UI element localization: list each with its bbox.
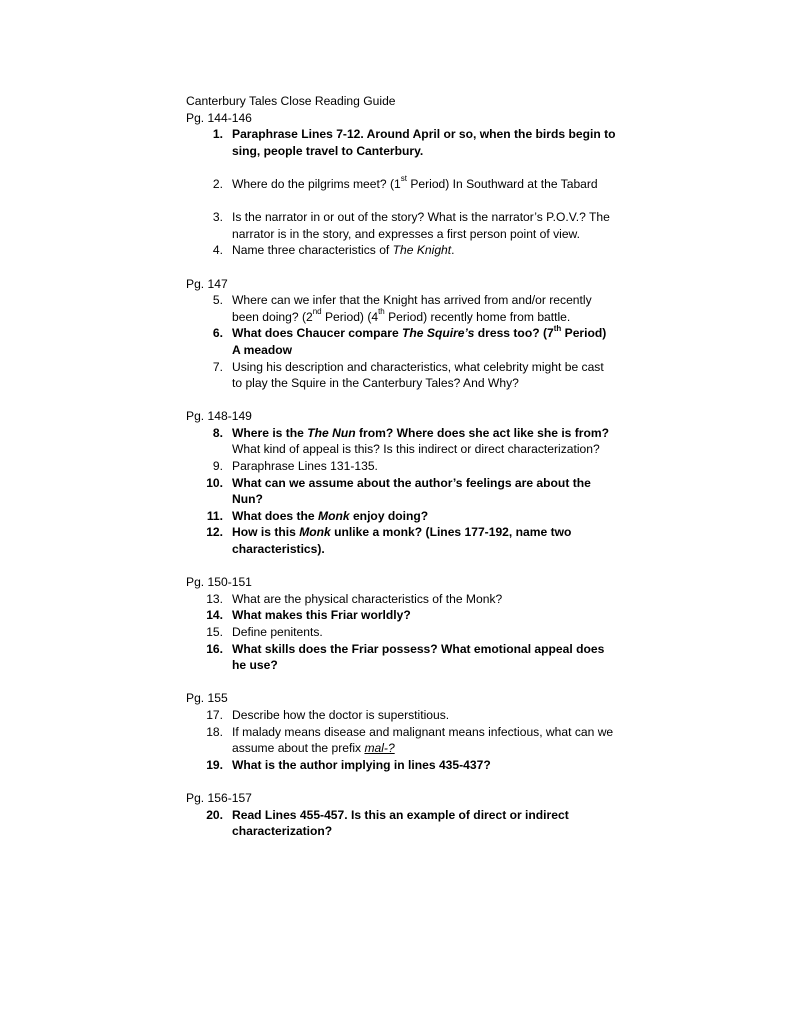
- question-5: [186, 292, 616, 325]
- question-part: Period) A meadow: [232, 326, 607, 357]
- question-number: 9.: [212, 459, 223, 474]
- section-pg-155: [186, 690, 616, 773]
- section-pg-147: [186, 276, 616, 392]
- ordinal-suffix: nd: [312, 307, 322, 317]
- question-14: [186, 607, 616, 624]
- question-text: [232, 524, 616, 557]
- question-text: Using his description and characteristics, what celebrity might be cast to play the Squire in the Canterbury Tales? And Why?: [232, 359, 604, 391]
- question-part: If malady means disease and malignant means infectious, what can we assume about the prefix: [232, 724, 614, 756]
- question-part: Where do the pilgrims meet? (1: [232, 176, 401, 191]
- question-text: [232, 242, 616, 259]
- question-text: [232, 724, 616, 757]
- question-part: Period) In Southward at the Tabard: [406, 176, 598, 191]
- question-17: [186, 707, 616, 724]
- question-11: [186, 508, 616, 525]
- spacer: [186, 259, 616, 276]
- question-10: [186, 475, 616, 508]
- question-number: 2.: [212, 176, 223, 191]
- question-number: 14.: [206, 608, 223, 623]
- spacer: [186, 558, 616, 575]
- italic-title: The Knight: [392, 243, 452, 258]
- question-number: 5.: [212, 293, 223, 308]
- ordinal-suffix: th: [553, 323, 562, 333]
- question-text: [232, 325, 616, 358]
- reading-guide: [186, 93, 616, 840]
- question-2: [186, 176, 616, 193]
- italic-title: The Squire’s: [402, 326, 475, 341]
- question-text: [232, 176, 616, 193]
- question-part: Where is the: [232, 425, 308, 440]
- italic-title: Monk: [318, 508, 350, 523]
- section-page-label: Pg. 147: [186, 276, 228, 291]
- question-number: 10.: [206, 475, 223, 490]
- question-text: Paraphrase Lines 7-12. Around April or so, when the birds begin to sing, people travel to Canterbury.: [232, 127, 616, 158]
- spacer: [186, 392, 616, 409]
- question-part: unlike a monk? (Lines 177-192, name two characteristics).: [232, 525, 572, 557]
- italic-title: The Nun: [307, 425, 356, 440]
- question-part: What does Chaucer compare: [232, 326, 403, 341]
- question-13: [186, 591, 616, 608]
- question-part: Period) recently home from battle.: [384, 309, 571, 324]
- question-text: [232, 508, 616, 525]
- question-text: Is the narrator in or out of the story? What is the narrator’s P.O.V.? The narrator is in the story, and expresses a first person point of view.: [232, 210, 610, 241]
- question-part: from? Where does she act like she is from?: [355, 425, 610, 440]
- question-number: 19.: [206, 757, 223, 772]
- question-number: 3.: [212, 210, 223, 225]
- question-number: 8.: [212, 425, 223, 440]
- question-6: [186, 325, 616, 358]
- question-part: What kind of appeal is this? Is this indirect or direct characterization?: [232, 442, 600, 457]
- ordinal-suffix: th: [378, 307, 385, 317]
- question-text: What makes this Friar worldly?: [232, 608, 411, 623]
- question-part: Name three characteristics of: [232, 243, 393, 258]
- question-text: [232, 292, 616, 325]
- question-9: [186, 458, 616, 475]
- question-text: [232, 425, 616, 458]
- spacer: [186, 773, 616, 790]
- ordinal-suffix: st: [400, 174, 407, 184]
- question-number: 20.: [206, 807, 223, 822]
- question-7: [186, 359, 616, 392]
- question-8: [186, 425, 616, 458]
- section-pg-156-157: [186, 790, 616, 840]
- question-number: 11.: [206, 508, 223, 523]
- question-number: 12.: [206, 525, 223, 540]
- question-part: Where can we infer that the Knight has arrived from and/or recently been doing? (2: [232, 293, 592, 324]
- question-4: [186, 242, 616, 259]
- question-12: [186, 524, 616, 557]
- question-3: [186, 209, 616, 242]
- underlined-prefix: mal-?: [364, 741, 395, 756]
- question-text: Read Lines 455-457. Is this an example of direct or indirect characterization?: [232, 807, 569, 839]
- question-number: 16.: [206, 641, 223, 656]
- question-part: What does the: [232, 508, 319, 523]
- question-text: What skills does the Friar possess? What emotional appeal does he use?: [232, 641, 605, 673]
- spacer: [186, 193, 616, 210]
- question-16: [186, 641, 616, 674]
- section-pg-150-151: [186, 574, 616, 674]
- question-part: Period) (4: [321, 309, 379, 324]
- question-1: [186, 126, 616, 159]
- question-number: 7.: [212, 359, 223, 374]
- question-number: 13.: [206, 591, 223, 606]
- section-page-label: Pg. 148-149: [186, 409, 252, 424]
- section-page-label: Pg. 155: [186, 691, 228, 706]
- question-number: 15.: [206, 625, 223, 639]
- question-part: .: [451, 243, 455, 258]
- question-15: [186, 624, 616, 641]
- question-text: What are the physical characteristics of the Monk?: [232, 591, 503, 606]
- question-number: 4.: [212, 243, 223, 258]
- question-number: 18.: [206, 724, 223, 739]
- spacer: [186, 674, 616, 691]
- section-page-label: Pg. 150-151: [186, 575, 252, 590]
- question-text: Define penitents.: [232, 625, 323, 639]
- question-part: dress too? (7: [474, 326, 554, 341]
- question-part: How is this: [232, 525, 300, 540]
- section-pg-148-149: [186, 408, 616, 557]
- question-18: [186, 724, 616, 757]
- question-number: 6.: [212, 326, 223, 341]
- question-text: What is the author implying in lines 435-437?: [232, 757, 491, 772]
- document-title: Canterbury Tales Close Reading Guide: [186, 94, 396, 108]
- section-pg-144-146: [186, 110, 616, 259]
- question-number: 17.: [206, 707, 223, 722]
- question-text: Describe how the doctor is superstitious.: [232, 707, 450, 722]
- question-text: What can we assume about the author’s feelings are about the Nun?: [232, 475, 591, 507]
- section-page-label: Pg. 156-157: [186, 790, 252, 805]
- question-19: [186, 757, 616, 774]
- section-page-label: Pg. 144-146: [186, 110, 252, 125]
- question-part: enjoy doing?: [349, 508, 429, 523]
- question-number: 1.: [212, 127, 223, 142]
- italic-title: Monk: [299, 525, 331, 540]
- question-text: Paraphrase Lines 131-135.: [232, 459, 378, 474]
- question-20: [186, 807, 616, 840]
